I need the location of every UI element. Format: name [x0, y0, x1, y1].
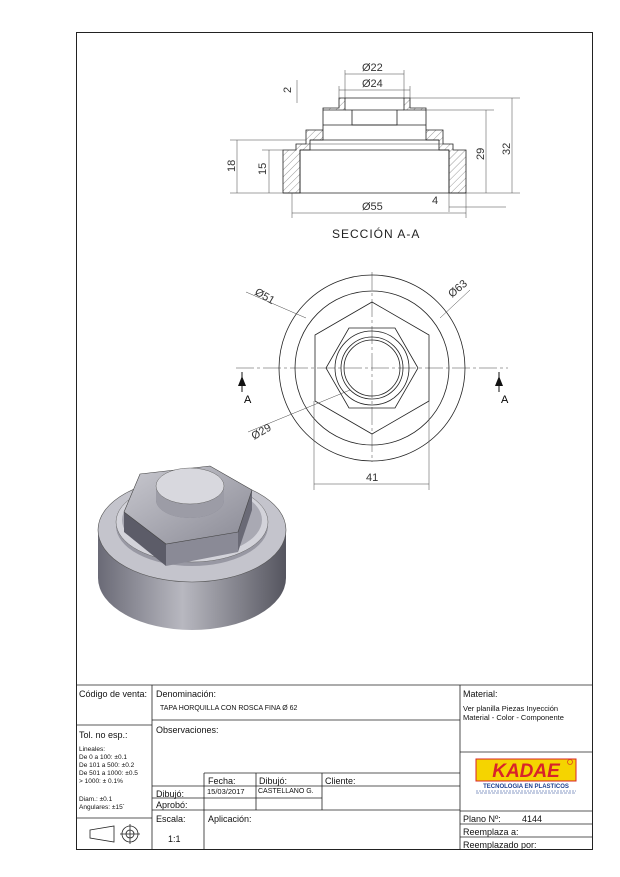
logo-name: KADAE: [492, 761, 560, 782]
dim-d4: 4: [432, 195, 439, 207]
kadae-logo: [466, 757, 586, 795]
section-view: [226, 62, 520, 241]
section-mark-right: A: [501, 394, 509, 406]
tolerance-line-4: De 501 a 1000: ±0.5: [79, 770, 138, 777]
dibujo-value: CASTELLANO G.: [258, 788, 314, 795]
section-mark-left: A: [244, 394, 252, 406]
projection-symbol-icon: [90, 824, 140, 844]
dim-d41: 41: [366, 472, 379, 484]
tolerance-line-8: Angulares: ±15´: [79, 804, 125, 811]
denominacion-label: Denominación:: [156, 689, 217, 699]
plano-value: 4144: [522, 814, 543, 824]
tolerance-line-7: Diam.: ±0.1: [79, 796, 113, 803]
escala-value: 1:1: [168, 834, 181, 844]
observaciones-label: Observaciones:: [156, 725, 219, 735]
dim-d15: 15: [257, 162, 269, 175]
tolerance-label: Tol. no esp.:: [79, 730, 128, 740]
dim-d51: Ø51: [252, 286, 277, 307]
denominacion-value: TAPA HORQUILLA CON ROSCA FINA Ø 62: [160, 705, 298, 712]
dim-d63: Ø63: [446, 277, 470, 301]
codigo-venta-label: Código de venta:: [79, 689, 148, 699]
dim-d22: Ø22: [362, 62, 383, 74]
escala-label: Escala:: [156, 814, 186, 824]
tolerance-line-2: De 0 a 100: ±0.1: [79, 754, 128, 761]
fecha-value: 15/03/2017: [207, 787, 245, 796]
material-value-2: Material - Color - Componente: [463, 713, 564, 722]
material-value-1: Ver planilla Piezas Inyección: [463, 704, 559, 713]
cliente-label: Cliente:: [325, 776, 356, 786]
aprobo-label: Aprobó:: [156, 800, 188, 810]
dibujo-row-label: Dibujó:: [156, 789, 185, 799]
section-title: SECCIÓN A-A: [332, 227, 421, 241]
dibujo-header-label: Dibujó:: [259, 776, 288, 786]
logo-tagline: TECNOLOGIA EN PLASTICOS: [483, 784, 569, 790]
plano-label: Plano Nº:: [463, 814, 501, 824]
tolerance-line-1: Lineales:: [79, 746, 106, 753]
tolerance-line-5: > 1000: ± 0.1%: [79, 778, 123, 785]
dim-d55: Ø55: [362, 201, 383, 213]
dim-d29v: 29: [475, 147, 487, 160]
dim-d18: 18: [226, 159, 238, 172]
aplicacion-label: Aplicación:: [208, 814, 252, 824]
reemplaza-label: Reemplaza a:: [463, 827, 519, 837]
fecha-label: Fecha:: [208, 776, 236, 786]
tolerance-line-3: De 101 a 500: ±0.2: [79, 762, 135, 769]
top-view: [236, 272, 509, 490]
reemplazado-label: Reemplazado por:: [463, 840, 537, 850]
dim-d24: Ø24: [362, 78, 383, 90]
dim-d32: 32: [501, 142, 513, 155]
dim-d29: Ø29: [249, 421, 274, 443]
material-label: Material:: [463, 689, 498, 699]
dim-d2: 2: [282, 86, 294, 93]
isometric-view: [98, 466, 286, 630]
